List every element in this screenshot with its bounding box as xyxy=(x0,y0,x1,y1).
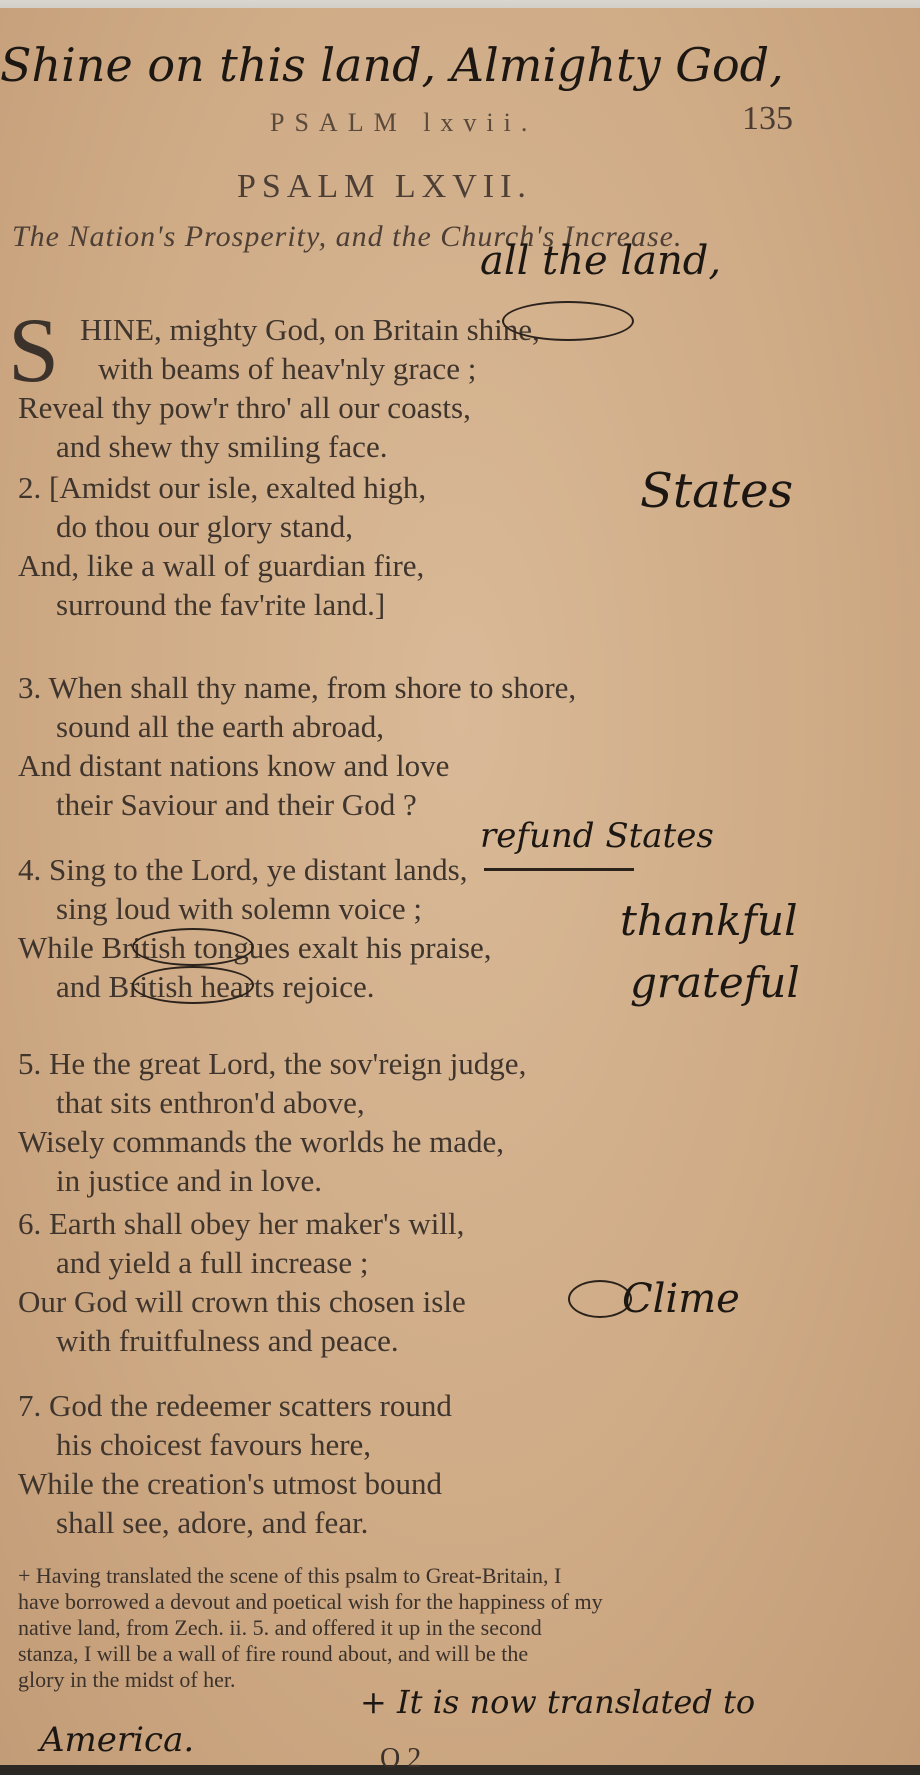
verse-line: sing loud with solemn voice ; xyxy=(56,891,422,926)
verse-line: 5. He the great Lord, the sov'reign judge, xyxy=(18,1046,527,1081)
footnote-line: glory in the midst of her. xyxy=(18,1667,236,1692)
verse-line: in justice and in love. xyxy=(56,1163,323,1198)
running-head: PSALM lxvii. xyxy=(270,108,538,137)
verse-line: and yield a full increase ; xyxy=(56,1245,369,1280)
footnote-line: native land, from Zech. ii. 5. and offered it up in the second xyxy=(18,1615,542,1640)
page-number: 135 xyxy=(742,100,793,137)
ink-circle-british-1 xyxy=(132,928,254,966)
verse-line: with fruitfulness and peace. xyxy=(56,1323,399,1358)
psalm-subtitle: The Nation's Prosperity, and the Church's Increase. xyxy=(12,220,683,253)
verse-4 xyxy=(18,850,492,1006)
ink-circle-britain xyxy=(502,301,634,341)
verse-line: Our God will crown this chosen isle xyxy=(18,1284,466,1319)
verse-line: shall see, adore, and fear. xyxy=(56,1505,369,1540)
verse-line: 3. When shall thy name, from shore to shore, xyxy=(18,670,577,705)
verse-5 xyxy=(18,1044,526,1200)
ink-circle-british-2 xyxy=(132,966,254,1004)
verse-3 xyxy=(18,668,576,824)
handwritten-footer-note: + It is now translated to xyxy=(360,1683,756,1721)
ink-strikethrough xyxy=(484,868,634,871)
verse-line: sound all the earth abroad, xyxy=(56,709,384,744)
verse-line: And distant nations know and love xyxy=(18,748,450,783)
footnote-line: stanza, I will be a wall of fire round about, and will be the xyxy=(18,1641,529,1666)
verse-line: While British tongues exalt his praise, xyxy=(18,930,492,965)
verse-line: and British hearts rejoice. xyxy=(56,969,375,1004)
verse-line: 6. Earth shall obey her maker's will, xyxy=(18,1206,465,1241)
drop-cap: S xyxy=(8,299,60,401)
verse-line: that sits enthron'd above, xyxy=(56,1085,365,1120)
handwritten-america: America. xyxy=(40,1720,195,1760)
verse-line: 7. God the redeemer scatters round xyxy=(18,1388,452,1423)
psalm-title: PSALM LXVII. xyxy=(237,168,532,205)
handwritten-top-line: Shine on this land, Almighty God, xyxy=(0,38,784,92)
handwritten-all-the-land: all the land, xyxy=(480,238,722,284)
handwritten-clime: Clime xyxy=(622,1276,740,1322)
verse-line: surround the fav'rite land.] xyxy=(56,587,386,622)
verse-line: Wisely commands the worlds he made, xyxy=(18,1124,505,1159)
footnote-line: have borrowed a devout and poetical wish for the happiness of my xyxy=(18,1589,603,1614)
verse-line: 4. Sing to the Lord, ye distant lands, xyxy=(18,852,468,887)
verse-line: his choicest favours here, xyxy=(56,1427,372,1462)
verse-line: While the creation's utmost bound xyxy=(18,1466,442,1501)
verse-line: with beams of heav'nly grace ; xyxy=(98,351,477,386)
verse-2 xyxy=(18,468,426,624)
footnote xyxy=(18,1563,838,1693)
handwritten-grateful: grateful xyxy=(630,958,800,1007)
verse-7 xyxy=(18,1386,452,1542)
verse-line: HINE, mighty God, on Britain shine, xyxy=(80,312,540,347)
verse-line: and shew thy smiling face. xyxy=(56,429,388,464)
verse-6 xyxy=(18,1204,466,1360)
verse-line: 2. [Amidst our isle, exalted high, xyxy=(18,470,427,505)
verse-1 xyxy=(18,310,540,466)
verse-line: And, like a wall of guardian fire, xyxy=(18,548,425,583)
verse-line: their Saviour and their God ? xyxy=(56,787,417,822)
verse-line: Reveal thy pow'r thro' all our coasts, xyxy=(18,390,471,425)
handwritten-refund-states: refund States xyxy=(480,816,714,856)
book-page xyxy=(0,8,920,1774)
signature-mark: O 2 xyxy=(380,1743,422,1774)
footnote-line: + Having translated the scene of this psalm to Great-Britain, I xyxy=(18,1563,562,1588)
handwritten-thankful: thankful xyxy=(620,896,798,945)
verse-line: do thou our glory stand, xyxy=(56,509,354,544)
handwritten-states: States xyxy=(640,463,794,519)
